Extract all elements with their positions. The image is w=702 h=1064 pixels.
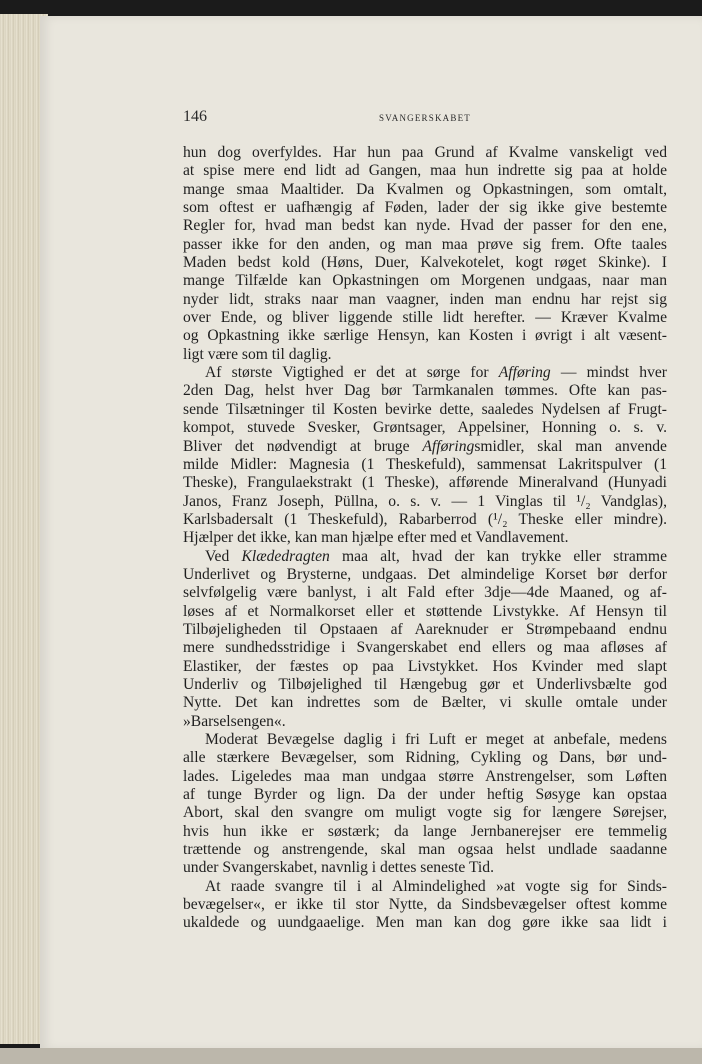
emphasis: Afføring xyxy=(498,364,551,382)
text-line: Nytte. Det kan indrettes som de Bælter, vi skulle omtale under xyxy=(183,694,667,712)
body-text xyxy=(183,144,667,933)
text-line: selvfølgelig være banlyst, i alt Fald efter 3dje—4de Maaned, og af- xyxy=(183,584,667,602)
text-line: passer ikke for den anden, og man maa prøve sig frem. Ofte taales xyxy=(183,235,667,253)
text-line: som oftest er uafhængig af Føden, lader der sig ikke give bestemte xyxy=(183,199,667,217)
text-line: under Svangerskabet, navnlig i dettes seneste Tid. xyxy=(183,859,494,877)
text-line: mange Tilfælde kan Opkastningen om Morgenen undgaas, naar man xyxy=(183,272,667,290)
text-line: hun dog overfyldes. Har hun paa Grund af Kvalme vanskeligt ved xyxy=(183,144,667,161)
text-line: »Barselsengen«. xyxy=(183,712,286,730)
text-line: hvis hun ikke er søstærk; da lange Jernbanerejser ere temmelig xyxy=(183,822,667,840)
text-line: Maden bedst kold (Høns, Duer, Kalvekotelet, kogt røget Skinke). I xyxy=(183,254,667,272)
text-line: alle stærkere Bevægelser, som Ridning, Cykling og Dans, bør und- xyxy=(183,749,667,767)
text-line: Theske), Frangulaekstrakt (1 Theske), afførende Mineralvand (Hunyadi xyxy=(183,474,667,492)
text-line: Underlivet og Brysterne, undgaas. Det almindelige Korset bør derfor xyxy=(183,565,667,583)
text-line: Af største Vigtighed er det at sørge for Afføring — mindst hver xyxy=(205,364,667,382)
text-line: Janos, Franz Joseph, Püllna, o. s. v. — 1 Vinglas til ¹/₂ Vandglas), xyxy=(183,492,667,510)
page-number: 146 xyxy=(183,108,207,125)
text-line: Ved Klædedragten maa alt, hvad der kan trykke eller stramme xyxy=(205,547,667,565)
text-line: Regler for, hvad man bedst kan nyde. Hvad der passer for den ene, xyxy=(183,217,667,235)
page-header xyxy=(183,108,667,130)
text-line: At raade svangre til i al Almindelighed »at vogte sig for Sinds- xyxy=(205,877,667,895)
text-line: Moderat Bevægelse daglig i fri Luft er meget at anbefale, medens xyxy=(205,731,667,748)
text-line: at spise mere end lidt ad Gangen, maa hun indrette sig paa at holde xyxy=(183,162,667,180)
text-line: lades. Ligeledes maa man undgaa større Anstrengelser, som Løften xyxy=(183,767,667,785)
text-line: Hjælper det ikke, kan man hjælpe efter med et Vandlavement. xyxy=(183,529,569,547)
text-line: Elastiker, der fæstes op paa Livstykket. Hos Kvinder med slapt xyxy=(183,657,667,675)
text-line: løses af et Normalkorset eller et støttende Livstykke. Af Hensyn til xyxy=(183,602,667,620)
text-line: milde Midler: Magnesia (1 Theskefuld), sammensat Lakritspulver (1 xyxy=(183,455,667,473)
emphasis: Klædedragten xyxy=(241,547,330,565)
text-line: mange smaa Maaltider. Da Kvalmen og Opkastningen, som omtalt, xyxy=(183,180,667,198)
text-line: nyder lidt, straks naar man vaagner, inden man endnu har rejst sig xyxy=(183,290,667,308)
text-line: ukaldede og uundgaaelige. Men man kan dog gøre ikke saa lidt i xyxy=(183,914,667,932)
text-line: trættende og anstrengende, skal man ogsaa helst undlade saadanne xyxy=(183,841,667,859)
text-line: 2den Dag, helst hver Dag bør Tarmkanalen tømmes. Ofte kan pas- xyxy=(183,382,667,400)
text-line: over Ende, og bliver liggende stille lidt herefter. — Kræver Kvalme xyxy=(183,309,667,327)
emphasis: Afføring xyxy=(422,437,475,455)
text-line: sende Tilsætninger til Kosten bevirke dette, saaledes Nydelsen af Frugt- xyxy=(183,400,667,418)
text-line: Bliver det nødvendigt at bruge Afføringsmidler, skal man anvende xyxy=(183,437,667,455)
text-line: ligt være som til daglig. xyxy=(183,345,332,363)
text-line: Tilbøjeligheden til Opstaaen af Aareknuder er Strømpebaand endnu xyxy=(183,620,667,638)
running-head: SVANGERSKABET xyxy=(379,113,471,123)
bottom-strip xyxy=(0,1048,702,1064)
text-line: bevægelser«, er ikke til stor Nytte, da Sindsbevægelser oftest komme xyxy=(183,896,667,914)
text-line: af tunge Byrder og lign. Da der under heftig Søsyge kan opstaa xyxy=(183,786,667,804)
text-line: mere sundhedsstridige i Svangerskabet end ellers og maa afløses af xyxy=(183,639,667,657)
text-line: Karlsbadersalt (1 Theskefuld), Rabarberrod (¹/₂ Theske eller mindre). xyxy=(183,510,667,528)
text-line: Abort, skal den svangre om muligt vogte sig for længere Sørejser, xyxy=(183,804,667,822)
text-line: kompot, stuvede Svesker, Grøntsager, Appelsiner, Honning o. s. v. xyxy=(183,419,667,437)
text-line: Underliv og Tilbøjelighed til Hængebug gør et Underlivsbælte god xyxy=(183,675,667,693)
text-line: og Opkastning ikke særlige Hensyn, kan Kosten i øvrigt i alt væsent- xyxy=(183,327,667,345)
